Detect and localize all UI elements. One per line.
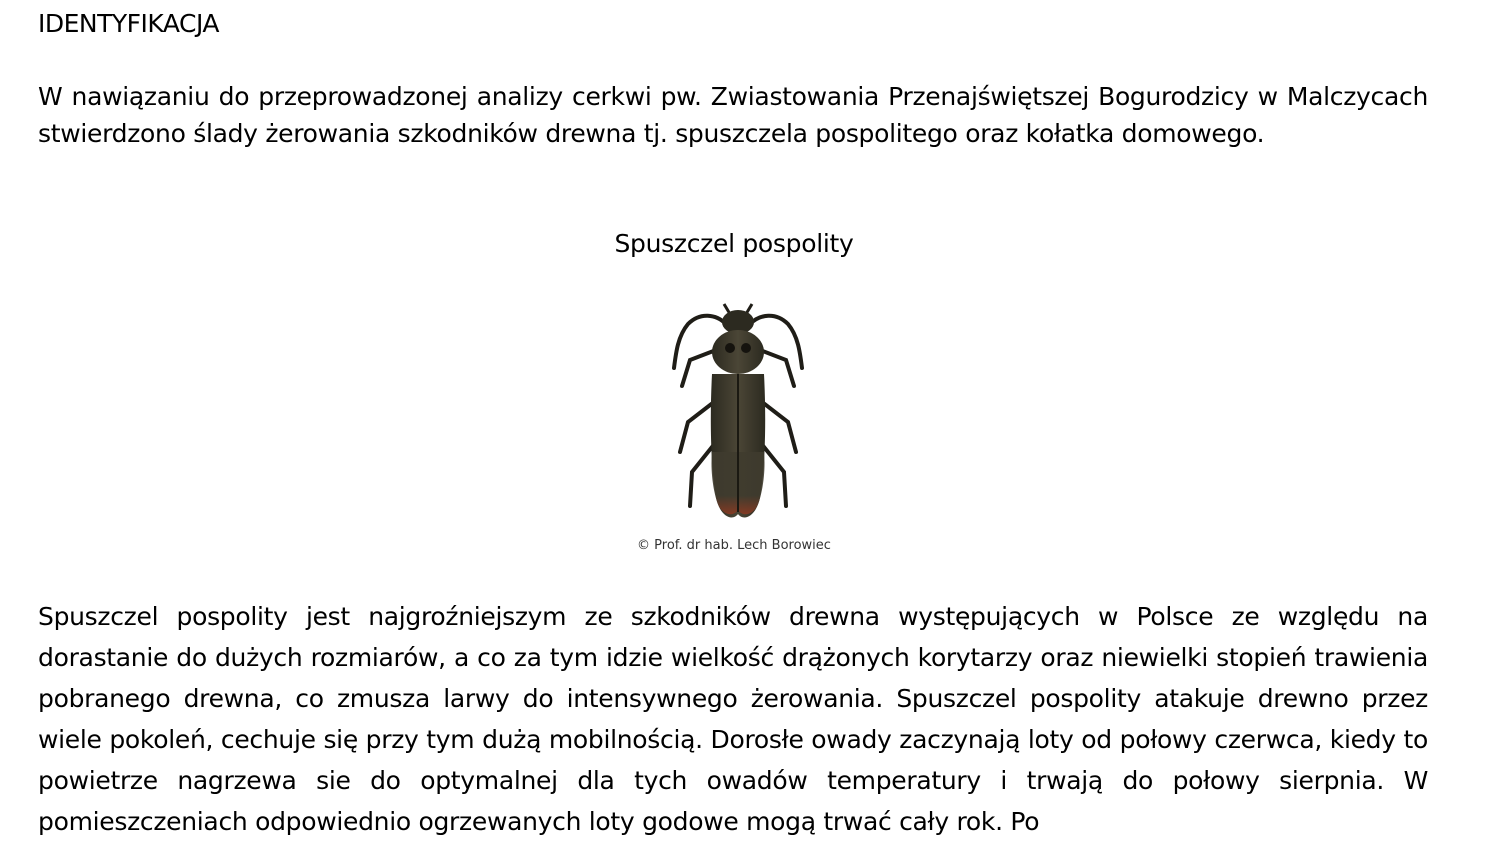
longhorn-beetle-icon	[660, 302, 816, 524]
photo-credit: © Prof. dr hab. Lech Borowiec	[637, 538, 831, 553]
body-paragraph: Spuszczel pospolity jest najgroźniejszym ze szkodników drewna występujących w Polsce ze względu na dorastanie do dużych rozmiarów, a co za tym idzie wielkość drążonych korytarzy oraz niewielki stopień trawienia pobranego drewna, co zmusza larwy do intensywnego żerowania. Spuszczel pospolity atakuje drewno przez wiele pokoleń, cechuje się przy tym dużą mobilnością. Dorosłe owady zaczynają loty od połowy czerwca, kiedy to powietrze nagrzewa sie do optymalnej dla tych owadów temperatury i trwają do połowy sierpnia. W pomieszczeniach odpowiednio ogrzewanych loty godowe mogą trwać cały rok. Po	[38, 602, 1428, 836]
figure-title: Spuszczel pospolity	[614, 229, 854, 258]
intro-paragraph: W nawiązaniu do przeprowadzonej analizy cerkwi pw. Zwiastowania Przenajświętszej Bogurodzicy w Malczycach stwierdzono ślady żerowania szkodników drewna tj. spuszczela pospolitego oraz kołatka domowego.	[38, 82, 1428, 148]
section-heading: IDENTYFIKACJA	[38, 9, 220, 38]
